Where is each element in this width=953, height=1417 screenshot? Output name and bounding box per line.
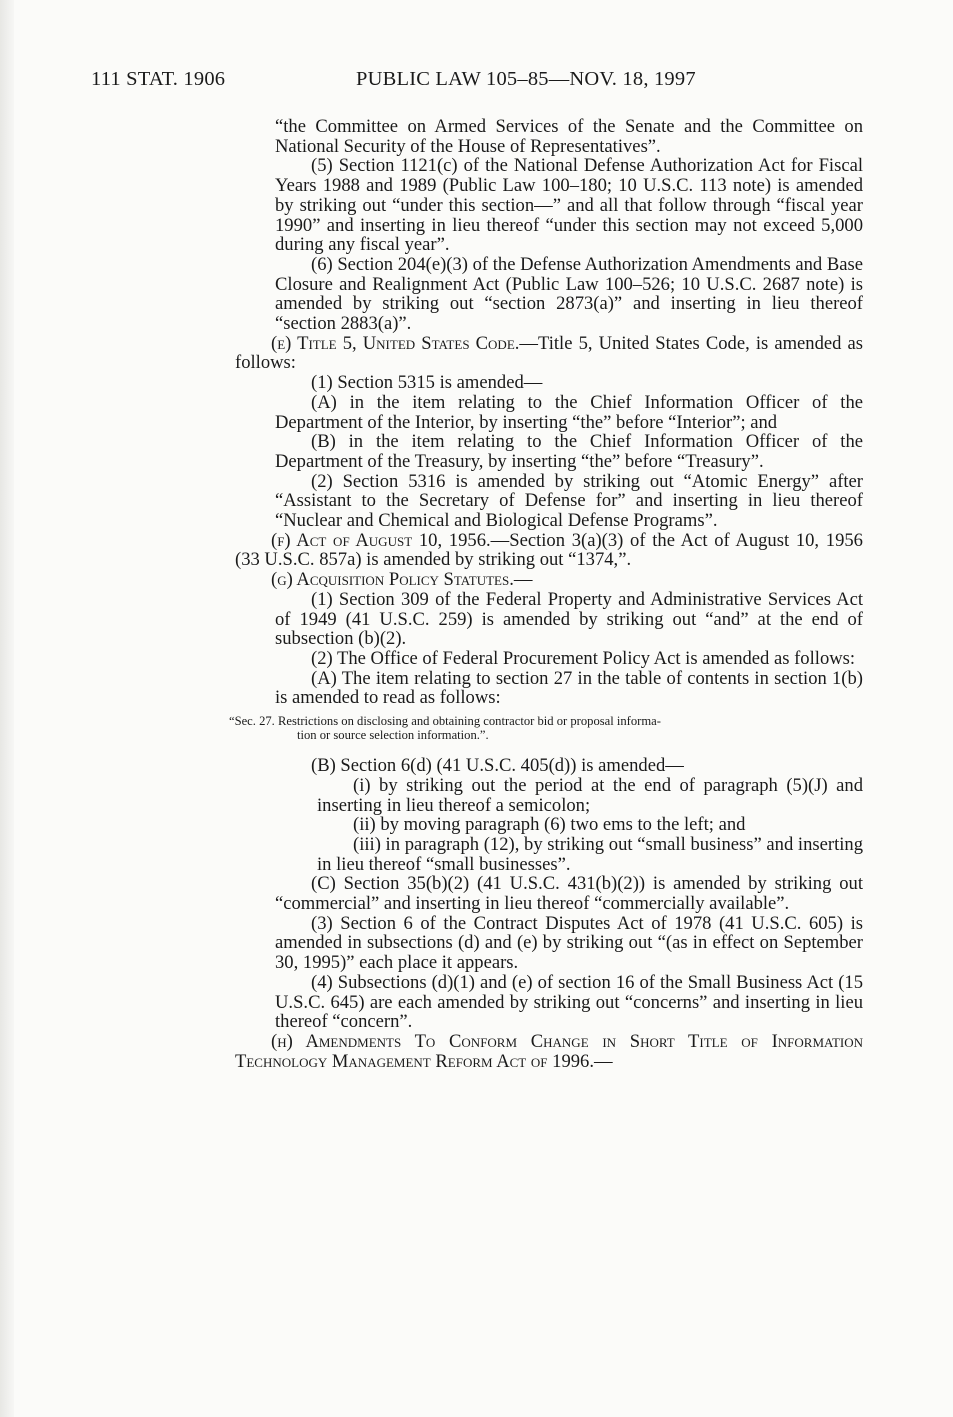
scan-edge — [0, 0, 14, 1417]
paragraph: (4) Subsections (d)(1) and (e) of section 16 of the Small Business Act (15 U.S.C. 645) are each amended by striking out “concerns” and inserting in lieu thereof “concern”. — [275, 971, 863, 1033]
paragraph: (5) Section 1121(c) of the National Defense Authorization Act for Fiscal Years 1988 and 1989 (Public Law 100–180; 10 U.S.C. 113 note) is amended by striking out “under this section—” and all that follow through “fiscal year 1990” and inserting in lieu thereof “under this section may not exceed 5,000 during any fiscal year”. — [275, 155, 863, 256]
subsection-e — [235, 334, 863, 373]
paragraph: (A) in the item relating to the Chief Information Officer of the Department of the Interior, by inserting “the” before “Interior”; and — [275, 391, 863, 433]
body-text — [229, 116, 864, 1072]
paragraph: (i) by striking out the period at the end of paragraph (5)(J) and inserting in lieu thereof a semicolon; — [317, 774, 863, 816]
paragraph: (6) Section 204(e)(3) of the Defense Authorization Amendments and Base Closure and Realignment Act (Public Law 100–526; 10 U.S.C. 2687 note) is amended by striking out “section 2873(a)” and inserting in lieu thereof “section 2883(a)”. — [275, 253, 863, 335]
paragraph: (3) Section 6 of the Contract Disputes Act of 1978 (41 U.S.C. 605) is amended in subsections (d) and (e) by striking out “(as in effect on September 30, 1995)” each place it appears. — [275, 912, 863, 974]
subsection-f — [235, 531, 863, 570]
paragraph: (2) The Office of Federal Procurement Policy Act is amended as follows: — [311, 647, 856, 669]
toc-line: tion or source selection information.”. — [297, 727, 489, 742]
paragraph: (B) Section 6(d) (41 U.S.C. 405(d)) is amended— — [311, 755, 684, 777]
subsection-heading: (e) Title 5, United States Code. — [271, 332, 520, 354]
table-of-contents-entry — [229, 715, 817, 742]
paragraph: (ii) by moving paragraph (6) two ems to the left; and — [353, 814, 746, 836]
subsection-heading: (f) Act of August 10, 1956. — [271, 529, 491, 551]
stat-reference: 111 STAT. 1906 — [91, 68, 226, 90]
subsection-heading: (g) Acquisition Policy Statutes.— — [271, 569, 533, 591]
subsection-g — [235, 570, 863, 590]
subsection-h — [235, 1032, 863, 1071]
paragraph: (1) Section 309 of the Federal Property and Administrative Services Act of 1949 (41 U.S.C. 259) is amended by striking out “and” at the end of subsection (b)(2). — [275, 588, 863, 650]
law-reference: PUBLIC LAW 105–85—NOV. 18, 1997 — [356, 68, 696, 90]
toc-line: “Sec. 27. Restrictions on disclosing and obtaining contractor bid or proposal informa- — [229, 714, 661, 729]
paragraph: “the Committee on Armed Services of the Senate and the Committee on National Security of the House of Representatives”. — [275, 116, 863, 157]
subsection-body: —Title 5, United States Code, is amended as follows: — [235, 332, 864, 374]
paragraph: (iii) in paragraph (12), by striking out “small business” and inserting in lieu thereof “small businesses”. — [317, 833, 863, 875]
paragraph: (1) Section 5315 is amended— — [311, 372, 543, 394]
paragraph: (B) in the item relating to the Chief Information Officer of the Department of the Treasury, by inserting “the” before “Treasury”. — [275, 431, 863, 472]
paragraph: (2) Section 5316 is amended by striking out “Atomic Energy” after “Assistant to the Secretary of Defense for” and inserting in lieu thereof “Nuclear and Chemical and Biological Defense Programs”. — [275, 470, 863, 532]
paragraph: (C) Section 35(b)(2) (41 U.S.C. 431(b)(2)) is amended by striking out “commercial” and inserting in lieu thereof “commercially available”. — [275, 873, 863, 915]
paragraph: (A) The item relating to section 27 in the table of contents in section 1(b) is amended to read as follows: — [275, 667, 863, 709]
subsection-heading: (h) Amendments To Conform Change in Short Title of Information Technology Management Reform Act of 1996.— — [235, 1030, 863, 1072]
subsection-body: —Section 3(a)(3) of the Act of August 10, 1956 (33 U.S.C. 857a) is amended by striking out “1374,”. — [235, 529, 863, 571]
